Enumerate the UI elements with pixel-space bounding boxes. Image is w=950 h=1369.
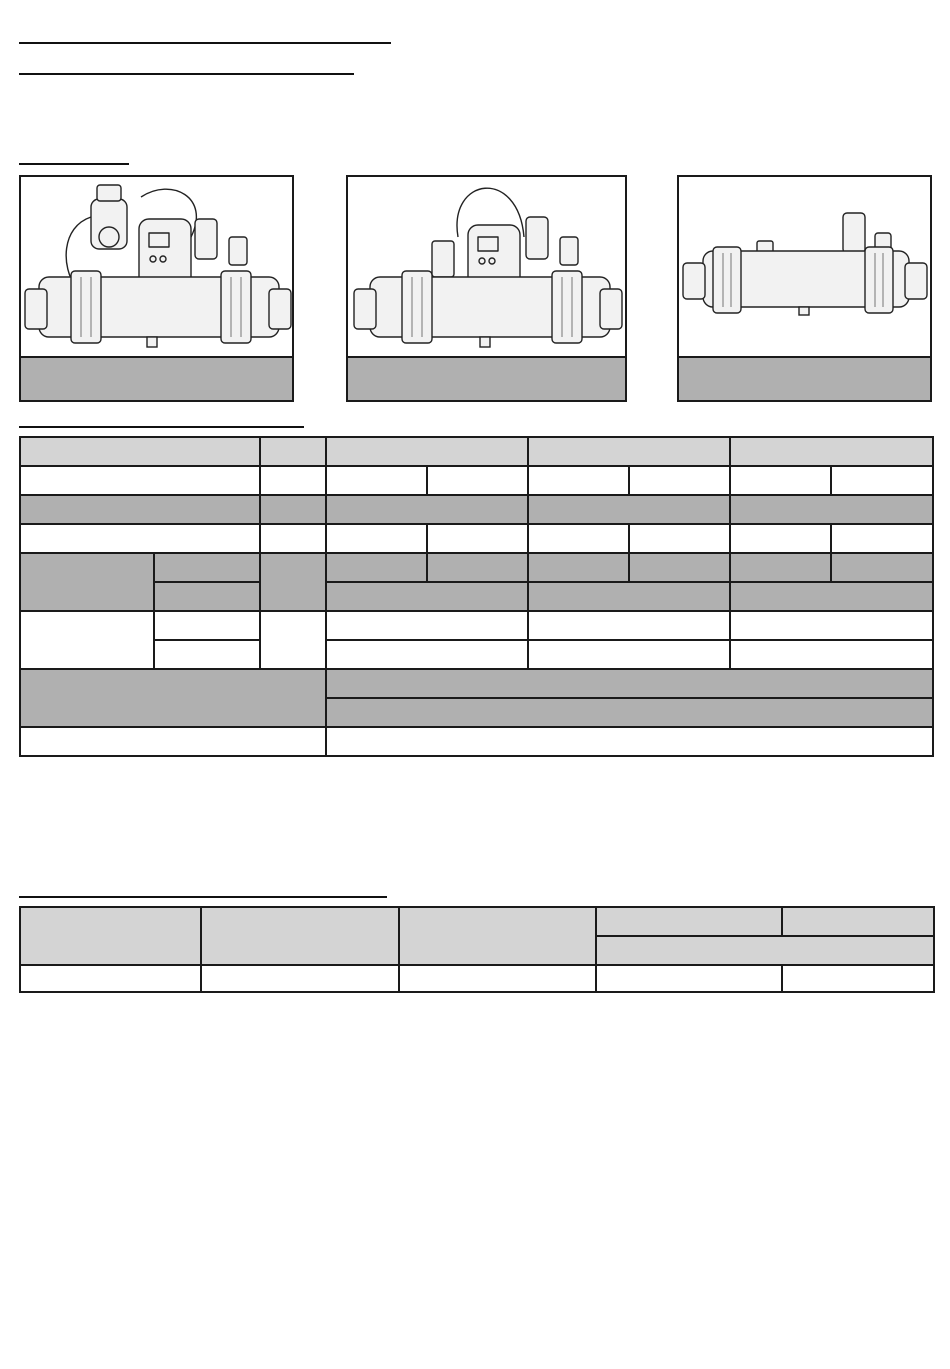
spec-cell xyxy=(260,437,326,466)
spec-cell xyxy=(427,466,528,495)
figure-caption-2 xyxy=(348,356,625,400)
specs-heading-rule xyxy=(19,426,304,428)
spec-cell xyxy=(528,495,730,524)
spec-cell xyxy=(154,640,260,669)
spec-cell xyxy=(528,640,730,669)
spec-cell xyxy=(831,466,933,495)
spec-cell xyxy=(730,524,831,553)
spec-cell xyxy=(629,553,730,582)
spec-cell xyxy=(629,466,730,495)
figure-caption-1 xyxy=(21,356,292,400)
spec-cell xyxy=(629,524,730,553)
dim-cell xyxy=(399,907,596,965)
dim-cell xyxy=(20,907,201,965)
spec-cell xyxy=(528,582,730,611)
spec-cell xyxy=(730,466,831,495)
spec-row-7 xyxy=(20,611,933,640)
figure-panel-3 xyxy=(677,175,932,402)
heat-exchanger-pump-illustration xyxy=(21,177,292,357)
spec-cell xyxy=(427,553,528,582)
spec-cell xyxy=(260,466,326,495)
spec-cell xyxy=(260,524,326,553)
spec-cell xyxy=(20,669,326,727)
dim-cell xyxy=(596,965,782,992)
spec-cell xyxy=(427,524,528,553)
spec-row-9 xyxy=(20,669,933,698)
spec-cell xyxy=(831,553,933,582)
dim-cell xyxy=(399,965,596,992)
spec-cell xyxy=(528,611,730,640)
spec-cell xyxy=(326,727,933,756)
spec-cell xyxy=(20,466,260,495)
spec-cell xyxy=(326,553,427,582)
heat-exchanger-plain-illustration xyxy=(679,177,930,357)
spec-cell xyxy=(326,495,528,524)
spec-row-2 xyxy=(20,466,933,495)
spec-cell xyxy=(730,640,933,669)
spec-cell xyxy=(326,698,933,727)
dim-row-3 xyxy=(20,965,934,992)
spec-cell xyxy=(154,553,260,582)
spec-cell xyxy=(326,669,933,698)
figure-panel-2 xyxy=(346,175,627,402)
spec-cell xyxy=(326,611,528,640)
spec-cell xyxy=(528,437,730,466)
models-heading-rule xyxy=(19,163,129,165)
spec-row-6 xyxy=(20,582,933,611)
spec-cell xyxy=(326,466,427,495)
spec-cell xyxy=(154,582,260,611)
spec-cell xyxy=(326,524,427,553)
figure-caption-3 xyxy=(679,356,930,400)
spec-cell xyxy=(260,495,326,524)
dim-cell xyxy=(596,936,934,965)
spec-cell xyxy=(20,437,260,466)
spec-cell xyxy=(154,611,260,640)
subtitle-rule xyxy=(19,73,354,75)
dim-cell xyxy=(596,907,782,936)
spec-cell xyxy=(730,582,933,611)
spec-row-3 xyxy=(20,495,933,524)
spec-cell xyxy=(326,437,528,466)
spec-cell xyxy=(326,582,528,611)
dim-cell xyxy=(201,907,399,965)
dim-row-1 xyxy=(20,907,934,936)
spec-cell xyxy=(20,553,154,611)
dim-cell xyxy=(20,965,201,992)
heat-exchanger-controller-illustration xyxy=(348,177,625,357)
spec-cell xyxy=(260,611,326,669)
spec-cell xyxy=(20,727,326,756)
figure-panel-1 xyxy=(19,175,294,402)
spec-row-8 xyxy=(20,640,933,669)
spec-cell xyxy=(730,495,933,524)
spec-cell xyxy=(730,437,933,466)
specifications-table xyxy=(19,436,934,757)
spec-cell xyxy=(20,611,154,669)
spec-cell xyxy=(20,524,260,553)
spec-cell xyxy=(326,640,528,669)
dimensions-heading-rule xyxy=(19,896,387,898)
spec-row-4 xyxy=(20,524,933,553)
spec-row-5 xyxy=(20,553,933,582)
spec-row-11 xyxy=(20,727,933,756)
spec-cell xyxy=(831,524,933,553)
dim-cell xyxy=(201,965,399,992)
dimensions-table xyxy=(19,906,935,993)
spec-cell xyxy=(528,524,629,553)
spec-cell xyxy=(260,553,326,611)
spec-cell xyxy=(20,495,260,524)
spec-cell xyxy=(730,611,933,640)
spec-cell xyxy=(528,553,629,582)
title-rule xyxy=(19,42,391,44)
spec-cell xyxy=(730,553,831,582)
dim-cell xyxy=(782,907,934,936)
spec-row-1 xyxy=(20,437,933,466)
dim-cell xyxy=(782,965,934,992)
spec-cell xyxy=(528,466,629,495)
